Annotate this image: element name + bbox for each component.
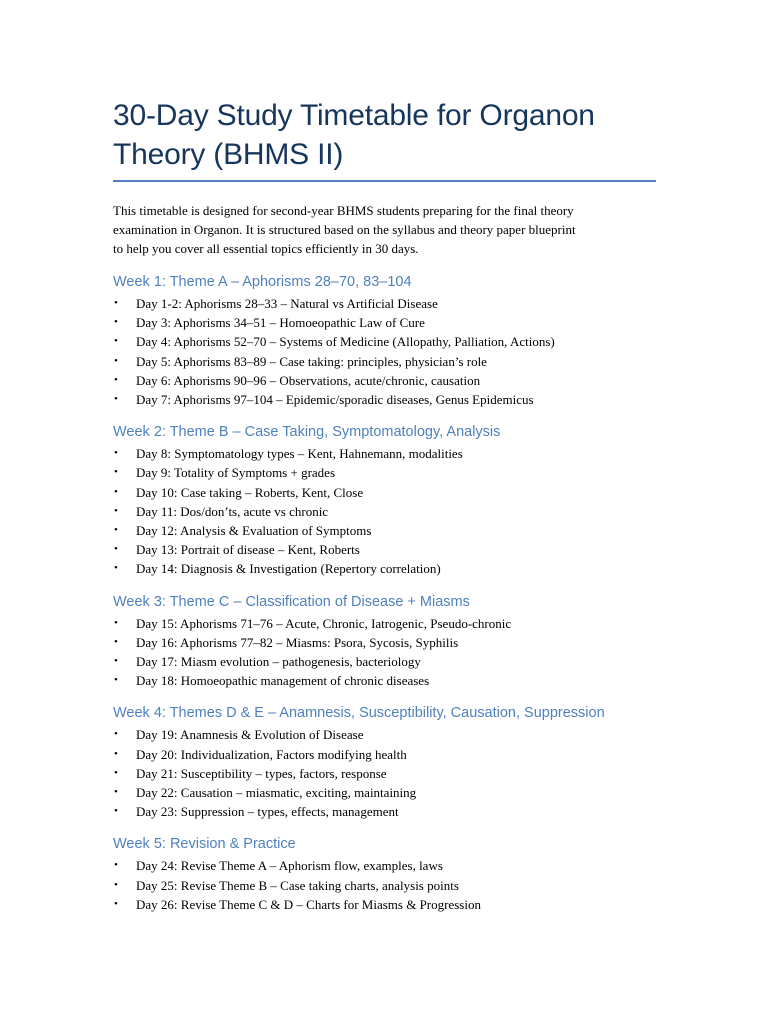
day-list-item	[113, 652, 658, 671]
bullet-icon: •	[114, 747, 118, 760]
intro-paragraph	[113, 201, 658, 258]
week-section-3	[113, 592, 658, 691]
bullet-icon: •	[114, 728, 118, 741]
day-list	[113, 725, 658, 821]
day-list-item	[113, 614, 658, 633]
week-heading-5: Week 5: Revision & Practice	[113, 836, 296, 853]
day-text: Day 24: Revise Theme A – Aphorism flow, examples, laws	[136, 858, 443, 874]
bullet-icon: •	[114, 447, 118, 460]
day-list-item	[113, 502, 658, 521]
day-text: Day 4: Aphorisms 52–70 – Systems of Medicine (Allopathy, Palliation, Actions)	[136, 334, 555, 350]
day-text: Day 5: Aphorisms 83–89 – Case taking: principles, physician’s role	[136, 353, 487, 369]
document-page	[113, 96, 658, 927]
bullet-icon: •	[114, 504, 118, 517]
day-list-item	[113, 783, 658, 802]
day-list-item	[113, 876, 658, 895]
day-list-item	[113, 463, 658, 482]
day-list-item	[113, 332, 658, 351]
bullet-icon: •	[114, 635, 118, 648]
day-text: Day 16: Aphorisms 77–82 – Miasms: Psora, Sycosis, Syphilis	[136, 634, 459, 650]
day-list-item	[113, 633, 658, 652]
bullet-icon: •	[114, 354, 118, 367]
week-heading-4: Week 4: Themes D & E – Anamnesis, Susceptibility, Causation, Suppression	[113, 705, 605, 722]
day-text: Day 21: Susceptibility – types, factors, response	[136, 765, 387, 781]
day-text: Day 19: Anamnesis & Evolution of Disease	[136, 727, 364, 743]
day-list	[113, 294, 658, 409]
bullet-icon: •	[114, 543, 118, 556]
day-list-item	[113, 294, 658, 313]
day-list-item	[113, 521, 658, 540]
intro-line-3: to help you cover all essential topics efficiently in 30 days.	[113, 241, 419, 256]
bullet-icon: •	[114, 316, 118, 329]
day-list	[113, 614, 658, 691]
bullet-icon: •	[114, 485, 118, 498]
day-text: Day 23: Suppression – types, effects, management	[136, 804, 399, 820]
title-underline-rule	[113, 180, 656, 182]
page-title-line-2: Theory (BHMS II)	[113, 138, 344, 171]
day-list-item	[113, 540, 658, 559]
day-text: Day 15: Aphorisms 71–76 – Acute, Chronic, Iatrogenic, Pseudo-chronic	[136, 615, 512, 631]
day-list-item	[113, 313, 658, 332]
day-text: Day 12: Analysis & Evaluation of Symptoms	[136, 523, 372, 539]
day-text: Day 1-2: Aphorisms 28–33 – Natural vs Artificial Disease	[136, 296, 438, 311]
day-list-item	[113, 390, 658, 409]
day-text: Day 9: Totality of Symptoms + grades	[136, 465, 335, 481]
day-list-item	[113, 856, 658, 875]
week-heading-2: Week 2: Theme B – Case Taking, Symptomatology, Analysis	[113, 424, 501, 441]
page-title-line-1: 30-Day Study Timetable for Organon	[113, 99, 595, 132]
bullet-icon: •	[114, 466, 118, 479]
day-text: Day 17: Miasm evolution – pathogenesis, bacteriology	[136, 654, 421, 670]
week-section-4	[113, 703, 658, 821]
day-list-item	[113, 483, 658, 502]
bullet-icon: •	[114, 878, 118, 891]
bullet-icon: •	[114, 562, 118, 575]
page-title	[113, 96, 658, 180]
day-text: Day 3: Aphorisms 34–51 – Homoeopathic Law of Cure	[136, 315, 425, 331]
bullet-icon: •	[114, 335, 118, 348]
bullet-icon: •	[114, 655, 118, 668]
day-text: Day 22: Causation – miasmatic, exciting, maintaining	[136, 785, 417, 801]
week-heading-3: Week 3: Theme C – Classification of Disease + Miasms	[113, 593, 470, 610]
week-section-5	[113, 834, 658, 914]
bullet-icon: •	[114, 805, 118, 818]
day-list-item	[113, 802, 658, 821]
day-list-item	[113, 745, 658, 764]
day-list-item	[113, 895, 658, 914]
day-list-item	[113, 764, 658, 783]
day-list-item	[113, 444, 658, 463]
day-list-item	[113, 559, 658, 578]
week-heading-1: Week 1: Theme A – Aphorisms 28–70, 83–104	[113, 274, 412, 290]
intro-line-2: examination in Organon. It is structured based on the syllabus and theory paper blueprint	[113, 222, 576, 237]
day-text: Day 25: Revise Theme B – Case taking charts, analysis points	[136, 877, 459, 893]
bullet-icon: •	[114, 674, 118, 687]
day-text: Day 8: Symptomatology types – Kent, Hahnemann, modalities	[136, 446, 463, 462]
bullet-icon: •	[114, 297, 118, 309]
day-text: Day 20: Individualization, Factors modifying health	[136, 746, 407, 762]
intro-line-1: This timetable is designed for second-year BHMS students preparing for the final theory	[113, 203, 574, 218]
week-section-1	[113, 272, 658, 409]
bullet-icon: •	[114, 786, 118, 799]
day-text: Day 14: Diagnosis & Investigation (Repertory correlation)	[136, 561, 441, 577]
weeks-container	[113, 272, 658, 914]
day-text: Day 11: Dos/don’ts, acute vs chronic	[136, 503, 329, 519]
day-text: Day 13: Portrait of disease – Kent, Roberts	[136, 542, 360, 558]
day-list-item	[113, 671, 658, 690]
day-text: Day 6: Aphorisms 90–96 – Observations, acute/chronic, causation	[136, 372, 481, 388]
day-list-item	[113, 725, 658, 744]
bullet-icon: •	[114, 766, 118, 779]
day-list	[113, 856, 658, 914]
day-text: Day 18: Homoeopathic management of chronic diseases	[136, 673, 430, 689]
day-text: Day 10: Case taking – Roberts, Kent, Close	[136, 484, 364, 500]
day-text: Day 7: Aphorisms 97–104 – Epidemic/sporadic diseases, Genus Epidemicus	[136, 392, 534, 408]
bullet-icon: •	[114, 524, 118, 537]
bullet-icon: •	[114, 616, 118, 629]
day-list-item	[113, 352, 658, 371]
week-section-2	[113, 422, 658, 578]
bullet-icon: •	[114, 859, 118, 872]
day-list	[113, 444, 658, 578]
bullet-icon: •	[114, 897, 118, 910]
day-list-item	[113, 371, 658, 390]
day-text: Day 26: Revise Theme C & D – Charts for Miasms & Progression	[136, 896, 481, 912]
bullet-icon: •	[114, 393, 118, 406]
bullet-icon: •	[114, 373, 118, 386]
